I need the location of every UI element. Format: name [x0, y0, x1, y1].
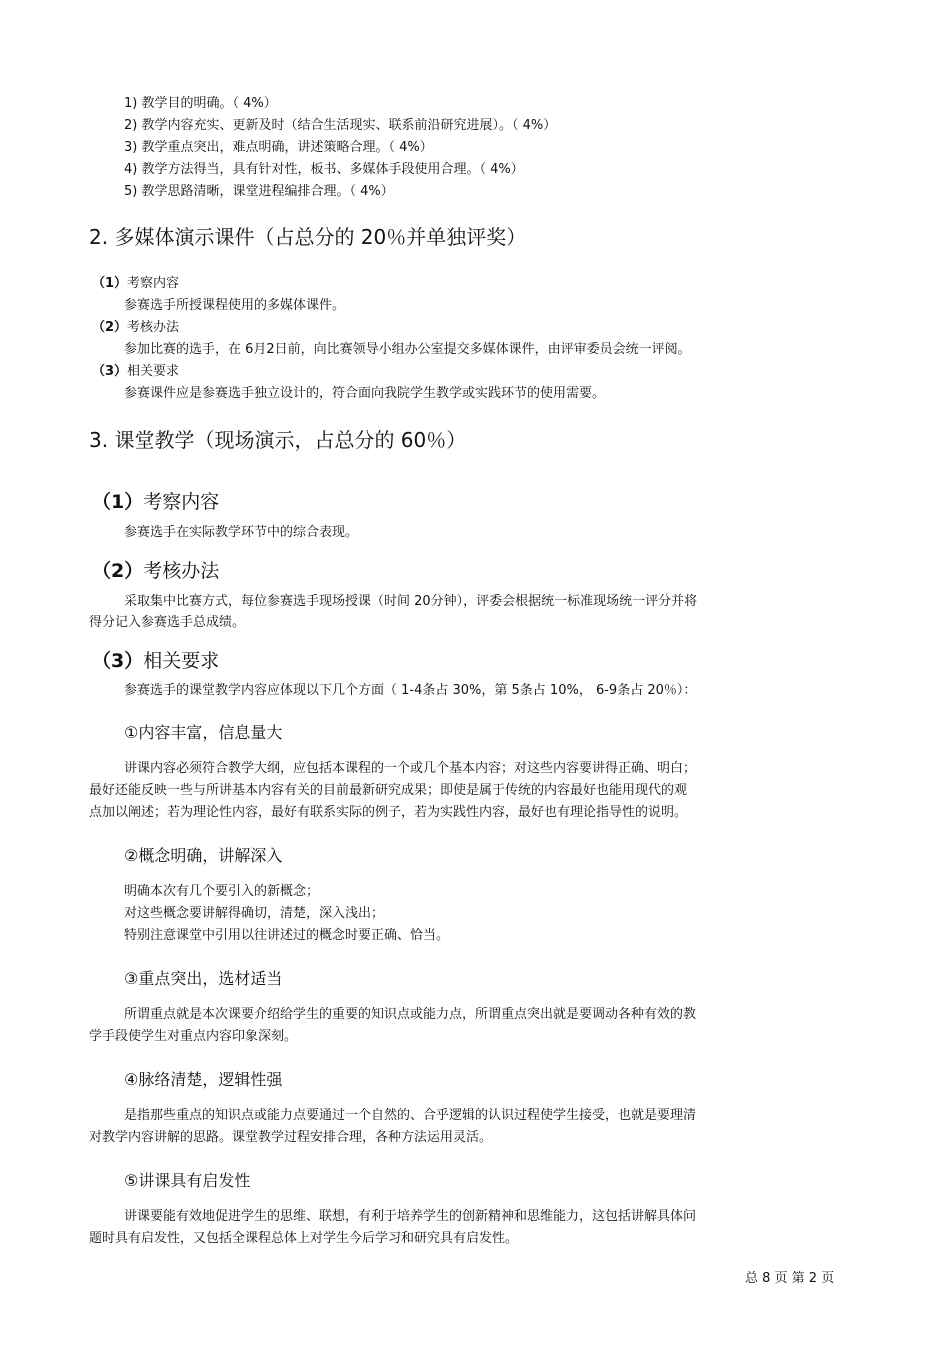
- sub-label: 考察内容: [127, 276, 180, 291]
- section-3-sub2-line2: 得分记入参赛选手总成绩。: [89, 615, 246, 630]
- section-3-sub2-line1: 采取集中比赛方式，每位参赛选手现场授课（时间 20分钟），评委会根据统一标准现场统一评分并将: [124, 594, 698, 609]
- item-2-line-3: 特别注意课堂中引用以往讲述过的概念时要正确、恰当。: [124, 928, 450, 943]
- section-2-sub2-heading: [92, 320, 179, 336]
- criteria-item-2: 2) 教学内容充实、更新及时（结合生活现实、联系前沿研究进展）。（ 4%）: [124, 118, 557, 133]
- sub-number: （1）: [92, 491, 144, 513]
- sub-number: （2）: [92, 560, 144, 582]
- criteria-item-1: 1) 教学目的明确。（ 4%）: [124, 96, 277, 111]
- item-3-title: ③重点突出，选材适当: [124, 969, 283, 988]
- sub-number: （2）: [92, 320, 128, 335]
- section-3-sub2-heading: [92, 559, 219, 583]
- item-3-line-1: 所谓重点就是本次课要介绍给学生的重要的知识点或能力点，所谓重点突出就是要调动各种有效的教: [124, 1007, 697, 1022]
- sub-label: 相关要求: [143, 650, 220, 672]
- section-3-sub3-heading: [92, 649, 219, 673]
- sub-number: （1）: [92, 276, 128, 291]
- item-3-line-2: 学手段使学生对重点内容印象深刻。: [89, 1029, 298, 1044]
- criteria-item-5: 5) 教学思路清晰，课堂进程编排合理。（ 4%）: [124, 184, 394, 199]
- sub-label: 考核办法: [127, 320, 180, 335]
- criteria-item-4: 4) 教学方法得当，具有针对性，板书、多媒体手段使用合理。（ 4%）: [124, 162, 524, 177]
- sub-label: 考核办法: [143, 560, 220, 582]
- section-3-sub1-text: 参赛选手在实际教学环节中的综合表现。: [124, 525, 359, 540]
- item-5-line-1: 讲课要能有效地促进学生的思维、联想，有利于培养学生的创新精神和思维能力，这包括讲解具体问: [124, 1209, 697, 1224]
- item-4-line-2: 对教学内容讲解的思路。课堂教学过程安排合理，各种方法运用灵活。: [89, 1130, 493, 1145]
- section-3-sub1-heading: [92, 490, 219, 514]
- sub-label: 相关要求: [127, 364, 180, 379]
- sub-number: （3）: [92, 364, 128, 379]
- item-4-line-1: 是指那些重点的知识点或能力点要通过一个自然的、合乎逻辑的认识过程使学生接受，也就是要理清: [124, 1108, 697, 1123]
- section-3-heading: 3. 课堂教学（现场演示，占总分的 60％）: [89, 428, 467, 452]
- item-1-line-3: 点加以阐述；若为理论性内容，最好有联系实际的例子，若为实践性内容，最好也有理论指导性的说明。: [89, 805, 688, 820]
- item-1-line-2: 最好还能反映一些与所讲基本内容有关的目前最新研究成果；即使是属于传统的内容最好也能用现代的观: [89, 783, 688, 798]
- section-2-heading: 2. 多媒体演示课件（占总分的 20％并单独评奖）: [89, 225, 527, 249]
- item-2-line-2: 对这些概念要讲解得确切，清楚，深入浅出；: [124, 906, 385, 921]
- section-2-sub3-heading: [92, 364, 179, 380]
- item-5-line-2: 题时具有启发性，又包括全课程总体上对学生今后学习和研究具有启发性。: [89, 1231, 519, 1246]
- section-2-sub1-text: 参赛选手所授课程使用的多媒体课件。: [124, 298, 346, 313]
- page-footer: 总 8 页 第 2 页: [745, 1271, 835, 1286]
- item-1-title: ①内容丰富，信息量大: [124, 723, 283, 742]
- item-4-title: ④脉络清楚，逻辑性强: [124, 1070, 283, 1089]
- section-3-sub3-text: 参赛选手的课堂教学内容应体现以下几个方面（ 1-4条占 30%，第 5条占 10%， 6-9条占 20％）：: [124, 683, 697, 698]
- criteria-item-3: 3) 教学重点突出，难点明确，讲述策略合理。（ 4%）: [124, 140, 433, 155]
- sub-label: 考察内容: [143, 491, 220, 513]
- item-2-line-1: 明确本次有几个要引入的新概念；: [124, 884, 320, 899]
- section-2-sub2-text: 参加比赛的选手，在 6月2日前，向比赛领导小组办公室提交多媒体课件，由评审委员会统一评阅。: [124, 342, 691, 357]
- section-2-sub1-heading: [92, 276, 179, 292]
- item-2-title: ②概念明确，讲解深入: [124, 846, 283, 865]
- item-1-line-1: 讲课内容必须符合教学大纲，应包括本课程的一个或几个基本内容；对这些内容要讲得正确、明白；: [124, 761, 697, 776]
- section-2-sub3-text: 参赛课件应是参赛选手独立设计的，符合面向我院学生教学或实践环节的使用需要。: [124, 386, 606, 401]
- sub-number: （3）: [92, 650, 144, 672]
- item-5-title: ⑤讲课具有启发性: [124, 1171, 251, 1190]
